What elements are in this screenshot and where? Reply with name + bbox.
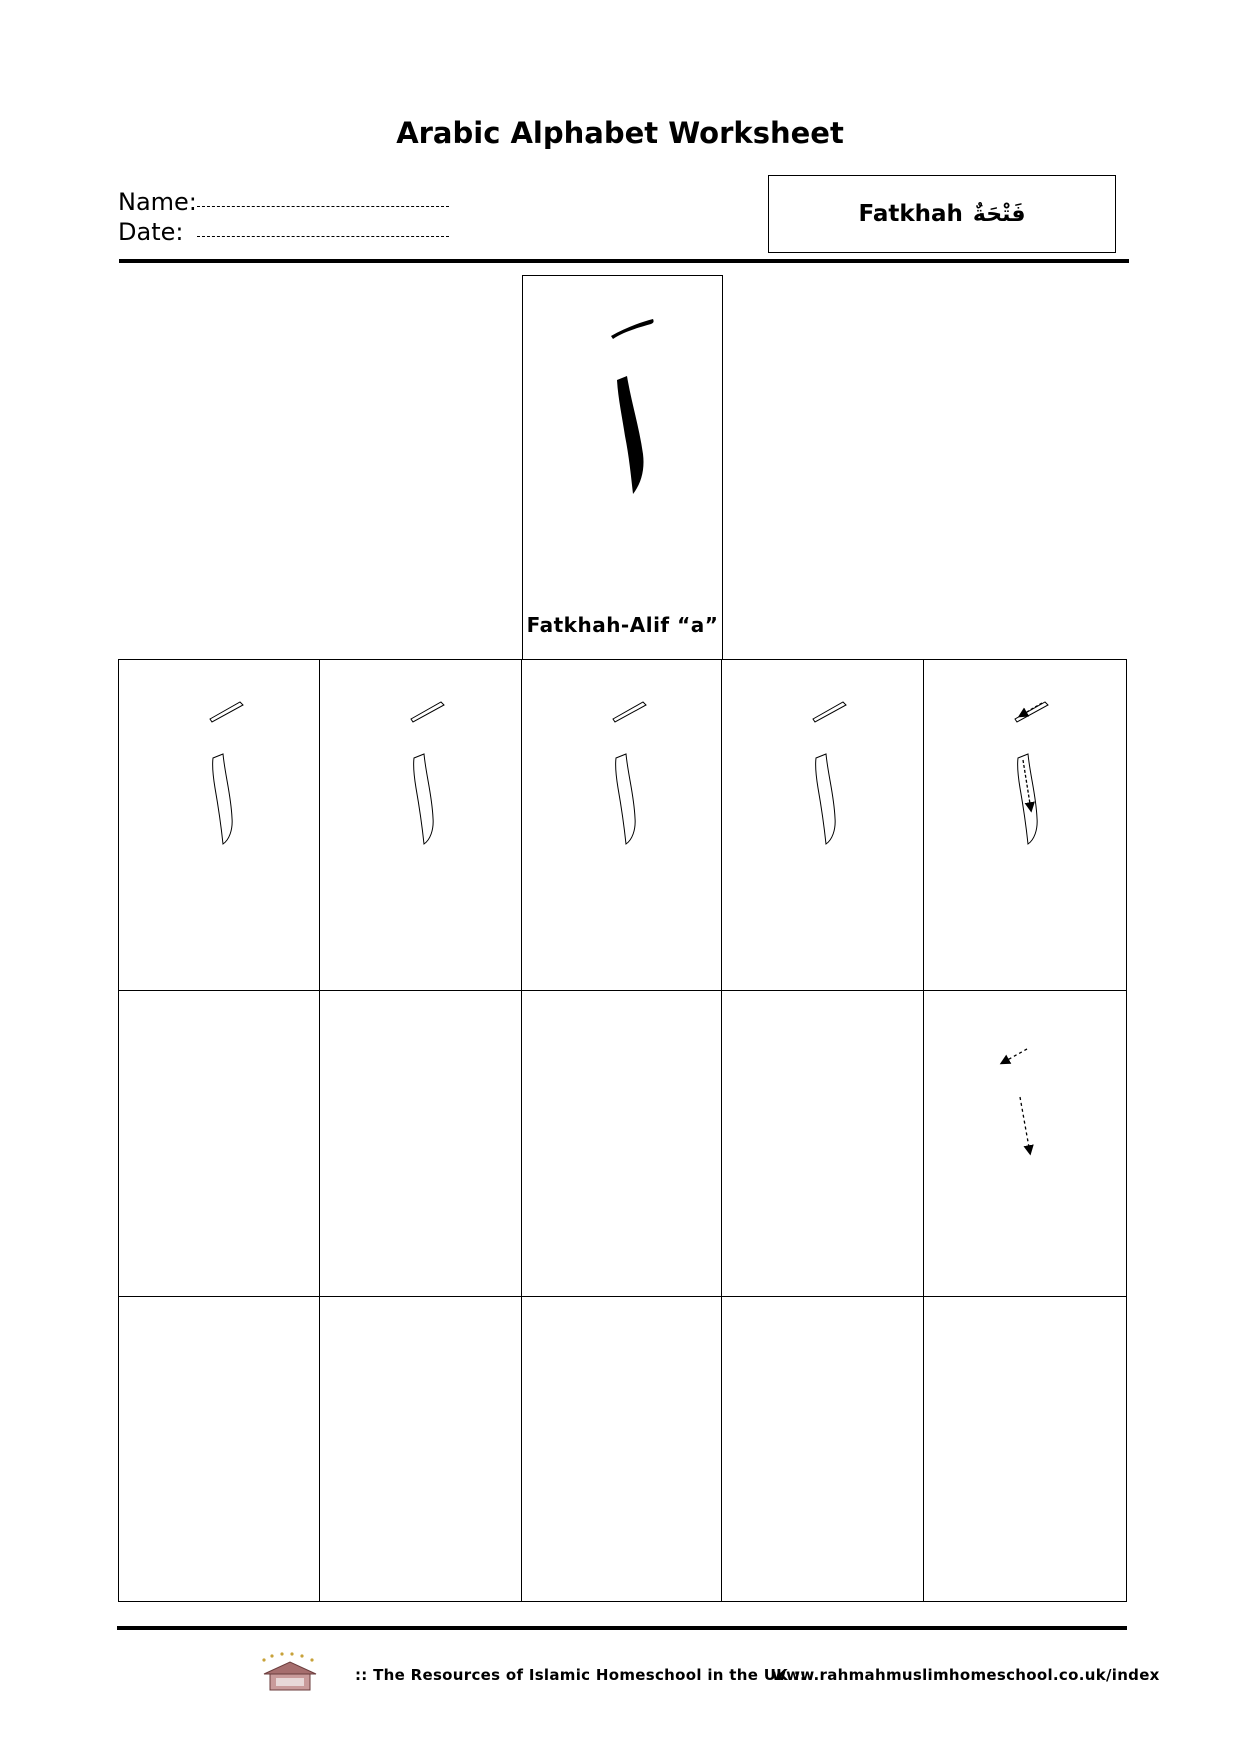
trace-cell[interactable] bbox=[722, 660, 924, 991]
practice-cell[interactable] bbox=[924, 1297, 1126, 1601]
heading-english: Fatkhah bbox=[858, 201, 963, 227]
footer-tagline: :: The Resources of Islamic Homeschool in the UK :: bbox=[355, 1666, 807, 1684]
heading-arabic: فَتْحَةٌ bbox=[972, 201, 1026, 227]
trace-alif-outline-with-arrows bbox=[924, 660, 1124, 990]
trace-alif-outline bbox=[119, 660, 319, 990]
lesson-heading-box bbox=[768, 175, 1116, 253]
practice-cell[interactable] bbox=[320, 1297, 522, 1601]
trace-alif-outline bbox=[722, 660, 922, 990]
name-label: Name: bbox=[118, 188, 197, 216]
trace-alif-outline bbox=[320, 660, 520, 990]
practice-cell[interactable] bbox=[722, 991, 924, 1297]
practice-cell[interactable] bbox=[119, 1297, 320, 1601]
model-letter-box bbox=[522, 275, 723, 660]
trace-cell[interactable] bbox=[320, 660, 522, 991]
practice-cell[interactable] bbox=[522, 991, 722, 1297]
page-title: Arabic Alphabet Worksheet bbox=[396, 116, 844, 150]
date-field[interactable] bbox=[197, 236, 449, 237]
practice-cell[interactable] bbox=[119, 991, 320, 1297]
practice-cell[interactable] bbox=[722, 1297, 924, 1601]
trace-cell[interactable] bbox=[119, 660, 320, 991]
trace-cell[interactable] bbox=[522, 660, 722, 991]
footer-url[interactable]: www.rahmahmuslimhomeschool.co.uk/index bbox=[772, 1666, 1160, 1684]
model-caption: Fatkhah-Alif “a” bbox=[526, 613, 719, 637]
trace-alif-outline bbox=[522, 660, 722, 990]
practice-cell[interactable] bbox=[522, 1297, 722, 1601]
bottom-divider bbox=[117, 1626, 1127, 1630]
practice-grid bbox=[118, 659, 1127, 1602]
model-alif-fatkhah-glyph bbox=[523, 276, 724, 596]
top-divider bbox=[119, 259, 1129, 263]
trace-cell-with-arrows[interactable] bbox=[924, 660, 1126, 991]
practice-cell[interactable] bbox=[320, 991, 522, 1297]
stroke-direction-arrows bbox=[924, 991, 1124, 1296]
name-field[interactable] bbox=[197, 206, 449, 207]
date-label: Date: bbox=[118, 218, 184, 246]
house-logo-icon bbox=[258, 1652, 322, 1696]
direction-arrow-cell[interactable] bbox=[924, 991, 1126, 1297]
